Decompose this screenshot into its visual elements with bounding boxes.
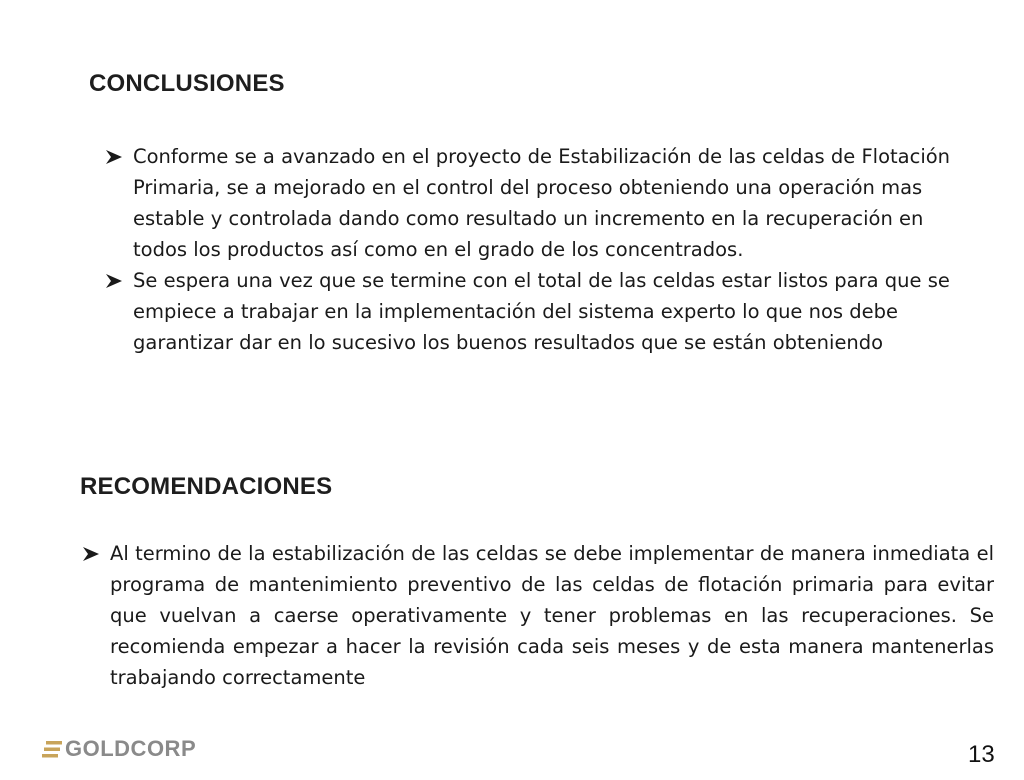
list-item xyxy=(80,538,994,693)
recomendaciones-list xyxy=(80,538,994,693)
list-item-text: Se espera una vez que se termine con el total de las celdas estar listos para que se empiece a trabajar en la implementación del sistema experto lo que nos debe garantizar dar en lo sucesivo los buenos resultados que se están obteniendo xyxy=(133,269,950,354)
goldcorp-logo xyxy=(42,736,196,762)
arrowhead-bullet-icon xyxy=(105,273,123,289)
list-item-text: Conforme se a avanzado en el proyecto de Estabilización de las celdas de Flotación Primaria, se a mejorado en el control del proceso obteniendo una operación mas estable y controlada dando como resultado un incremento en la recuperación en todos los productos así como en el grado de los concentrados. xyxy=(133,145,951,261)
goldcorp-logo-mark-icon xyxy=(42,738,64,760)
arrowhead-bullet-icon xyxy=(105,149,123,165)
page-number: 13 xyxy=(968,741,995,768)
list-item xyxy=(103,141,963,265)
recomendaciones-heading: RECOMENDACIONES xyxy=(80,473,333,500)
list-item xyxy=(103,265,963,358)
conclusiones-heading: CONCLUSIONES xyxy=(89,70,285,97)
list-item-text: Al termino de la estabilización de las celdas se debe implementar de manera inmediata el programa de mantenimiento preventivo de las celdas de flotación primaria para evitar que vuelvan a caerse operativamente y tener problemas en las recuperaciones. Se recomienda empezar a hacer la revisión cada seis meses y de esta manera mantenerlas trabajando correctamente xyxy=(110,542,994,689)
logo-text: GOLDCORP xyxy=(65,736,197,761)
conclusiones-list xyxy=(103,141,963,358)
arrowhead-bullet-icon xyxy=(82,546,100,562)
